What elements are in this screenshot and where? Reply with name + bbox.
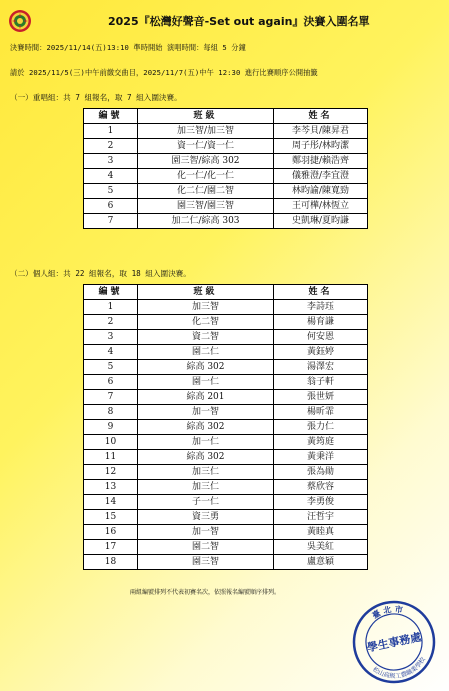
seal-bottom-text: 松山高級工農職業學校: [371, 656, 427, 681]
table-row: [84, 390, 368, 405]
column-header: 姓名: [274, 109, 368, 124]
entry-number: 5: [84, 360, 138, 375]
student-name: 儀雅澄/李宜澄: [274, 169, 368, 184]
entry-number: 3: [84, 330, 138, 345]
song-submission-note: 請於 2025/11/5(三)中午前繳交曲目，2025/11/7(五)中午 12:30 進行比賽順序公開抽籤: [10, 68, 318, 77]
student-name: 張為勛: [274, 465, 368, 480]
class-name: 園一仁: [138, 375, 274, 390]
entry-number: 10: [84, 435, 138, 450]
class-name: 加一智: [138, 525, 274, 540]
footnote: 兩組編號排列不代表初賽名次，依照報名編號順序排列。: [130, 589, 281, 596]
entry-number: 3: [84, 154, 138, 169]
student-name: 王可樺/林恆立: [274, 199, 368, 214]
student-name: 黃睦真: [274, 525, 368, 540]
group-heading: （二）個人組：共 22 組報名，取 18 組入圍決賽。: [10, 269, 191, 278]
student-name: 吳美紅: [274, 540, 368, 555]
table-row: [84, 465, 368, 480]
student-name: 張力仁: [274, 420, 368, 435]
student-name: 黃筠庭: [274, 435, 368, 450]
student-name: 林昀諭/陳寬勁: [274, 184, 368, 199]
student-name: 張世妍: [274, 390, 368, 405]
seal-center-text: 學生事務處: [365, 630, 423, 655]
table-row: [84, 345, 368, 360]
entry-number: 6: [84, 375, 138, 390]
class-name: 資三勇: [138, 510, 274, 525]
class-name: 加一智: [138, 405, 274, 420]
entry-number: 1: [84, 124, 138, 139]
entry-number: 11: [84, 450, 138, 465]
student-name: 翁子軒: [274, 375, 368, 390]
class-name: 加一仁: [138, 435, 274, 450]
entry-number: 17: [84, 540, 138, 555]
table-row: [84, 555, 368, 570]
page-title: 2025『松灣好聲音-Set out again』決賽入圍名單: [108, 15, 370, 28]
table-row: [84, 315, 368, 330]
entry-number: 13: [84, 480, 138, 495]
column-header: 姓名: [274, 285, 368, 300]
class-name: 綜高 302: [138, 450, 274, 465]
table-row: [84, 214, 368, 229]
class-name: 園三智: [138, 555, 274, 570]
seal-top-text: 臺 北 市: [370, 603, 404, 621]
entry-number: 7: [84, 214, 138, 229]
office-seal-stamp: [348, 598, 440, 686]
student-name: 李芩貝/陳昇君: [274, 124, 368, 139]
entry-number: 5: [84, 184, 138, 199]
student-name: 黃鈺婷: [274, 345, 368, 360]
table-row: [84, 495, 368, 510]
table-row: [84, 330, 368, 345]
student-name: 鄭羽捷/賴浩齊: [274, 154, 368, 169]
student-name: 史凱琳/夏昀謙: [274, 214, 368, 229]
class-name: 化二智: [138, 315, 274, 330]
class-name: 加三仁: [138, 480, 274, 495]
table-row: [84, 420, 368, 435]
entry-number: 9: [84, 420, 138, 435]
table-row: [84, 435, 368, 450]
table-row: [84, 184, 368, 199]
final-schedule-text: 決賽時間：2025/11/14(五)13:10 準時開始 演唱時間：每組 5 分鐘: [10, 43, 246, 52]
entry-number: 7: [84, 390, 138, 405]
table-row: [84, 450, 368, 465]
entry-number: 4: [84, 169, 138, 184]
table-header-row: [84, 285, 368, 300]
class-name: 加三智: [138, 300, 274, 315]
table-row: [84, 360, 368, 375]
student-name: 何安恩: [274, 330, 368, 345]
class-name: 子一仁: [138, 495, 274, 510]
duet-group-table: [83, 108, 368, 229]
student-name: 楊育謙: [274, 315, 368, 330]
entry-number: 2: [84, 139, 138, 154]
class-name: 加二仁/綜高 303: [138, 214, 274, 229]
table-row: [84, 139, 368, 154]
student-name: 盧意穎: [274, 555, 368, 570]
class-name: 園二智: [138, 540, 274, 555]
entry-number: 12: [84, 465, 138, 480]
column-header: 編號: [84, 109, 138, 124]
student-name: 湯澤宏: [274, 360, 368, 375]
student-name: 楊昕霏: [274, 405, 368, 420]
table-row: [84, 405, 368, 420]
table-row: [84, 300, 368, 315]
school-logo-icon: [8, 9, 32, 33]
entry-number: 6: [84, 199, 138, 214]
entry-number: 16: [84, 525, 138, 540]
table-row: [84, 375, 368, 390]
table-row: [84, 480, 368, 495]
entry-number: 2: [84, 315, 138, 330]
group-heading: （一）重唱組：共 7 組報名，取 7 組入圍決賽。: [10, 93, 182, 102]
entry-number: 15: [84, 510, 138, 525]
student-name: 李詩珏: [274, 300, 368, 315]
class-name: 綜高 302: [138, 360, 274, 375]
table-row: [84, 154, 368, 169]
entry-number: 18: [84, 555, 138, 570]
class-name: 綜高 302: [138, 420, 274, 435]
entry-number: 4: [84, 345, 138, 360]
class-name: 化一仁/化一仁: [138, 169, 274, 184]
class-name: 園二仁: [138, 345, 274, 360]
entry-number: 8: [84, 405, 138, 420]
class-name: 資一仁/資一仁: [138, 139, 274, 154]
class-name: 園三智/園三智: [138, 199, 274, 214]
student-name: 蔡欣容: [274, 480, 368, 495]
table-row: [84, 540, 368, 555]
class-name: 綜高 201: [138, 390, 274, 405]
class-name: 化二仁/園二智: [138, 184, 274, 199]
class-name: 園三智/綜高 302: [138, 154, 274, 169]
class-name: 加三仁: [138, 465, 274, 480]
table-row: [84, 525, 368, 540]
table-row: [84, 510, 368, 525]
svg-text:臺 北 市: [369, 601, 405, 621]
class-name: 資二智: [138, 330, 274, 345]
table-row: [84, 124, 368, 139]
column-header: 班級: [138, 109, 274, 124]
student-name: 黃秉洋: [274, 450, 368, 465]
student-name: 李勇俊: [274, 495, 368, 510]
table-row: [84, 199, 368, 214]
solo-group-table: [83, 284, 368, 570]
entry-number: 1: [84, 300, 138, 315]
class-name: 加三智/加三智: [138, 124, 274, 139]
column-header: 班級: [138, 285, 274, 300]
table-header-row: [84, 109, 368, 124]
column-header: 編號: [84, 285, 138, 300]
student-name: 汪哲宇: [274, 510, 368, 525]
table-row: [84, 169, 368, 184]
entry-number: 14: [84, 495, 138, 510]
student-name: 周子彤/林昀潔: [274, 139, 368, 154]
